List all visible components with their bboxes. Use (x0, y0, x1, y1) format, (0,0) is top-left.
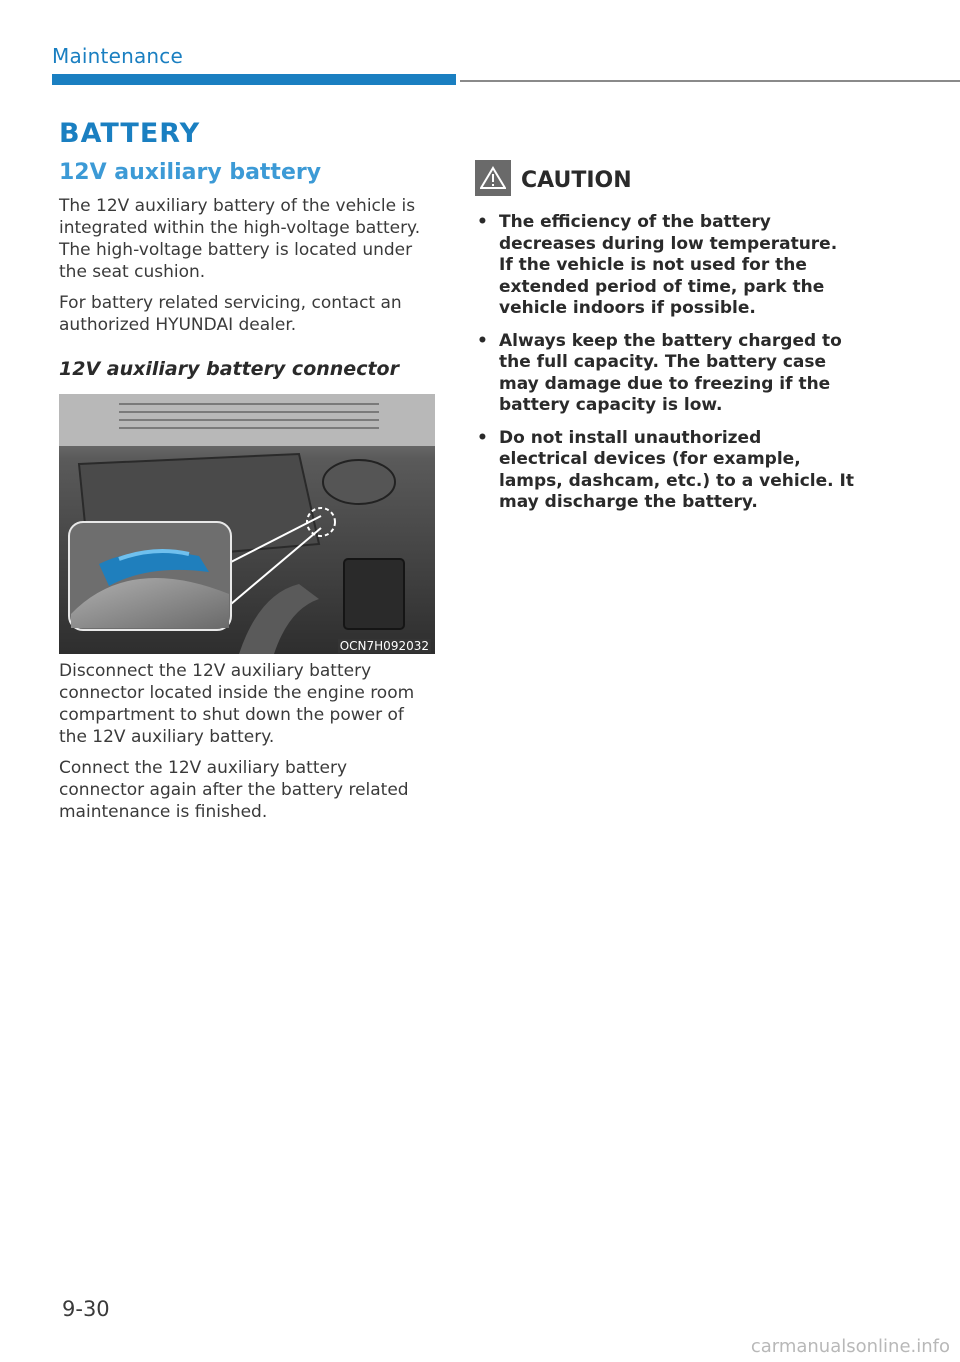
caution-list (475, 212, 855, 514)
watermark: carmanualsonline.info (750, 1336, 950, 1357)
paragraph: For battery related servicing, contact an authorized HYUNDAI dealer. (59, 293, 402, 335)
page-number: 9-30 (62, 1297, 110, 1321)
header-title: Maintenance (52, 44, 183, 68)
paragraph: Connect the 12V auxiliary battery connector again after the battery related maintenance is finished. (59, 758, 409, 822)
figure-code: OCN7H092032 (339, 639, 429, 653)
engine-room-illustration (59, 394, 435, 654)
paragraph: Disconnect the 12V auxiliary battery connector located inside the engine room compartment to shut down the power of the 12V auxiliary battery. (59, 661, 415, 747)
left-column (59, 160, 437, 832)
caution-item: • Always keep the battery charged to the full capacity. The battery case may damage due to freezing if the battery capacity is low. (475, 331, 855, 417)
engine-room-photo (59, 394, 435, 654)
header-rule-blue (52, 74, 456, 85)
caution-label: CAUTION (521, 167, 632, 193)
section-title: BATTERY (59, 118, 201, 149)
caution-box (475, 160, 855, 525)
figure-title: 12V auxiliary battery connector (59, 358, 399, 380)
paragraph: The 12V auxiliary battery of the vehicle is integrated within the high-voltage battery. The high-voltage battery is located under the seat cushion. (59, 196, 421, 282)
warning-triangle-icon (475, 160, 511, 196)
subsection-title: 12V auxiliary battery (59, 160, 322, 185)
caution-header (475, 160, 855, 196)
caution-item: • Do not install unauthorized electrical devices (for example, lamps, dashcam, etc.) to a vehicle. It may discharge the battery. (475, 428, 855, 514)
header-rule-gray (460, 80, 960, 82)
caution-item: • The efficiency of the battery decreases during low temperature. If the vehicle is not used for the extended period of time, park the vehicle indoors if possible. (475, 212, 855, 320)
